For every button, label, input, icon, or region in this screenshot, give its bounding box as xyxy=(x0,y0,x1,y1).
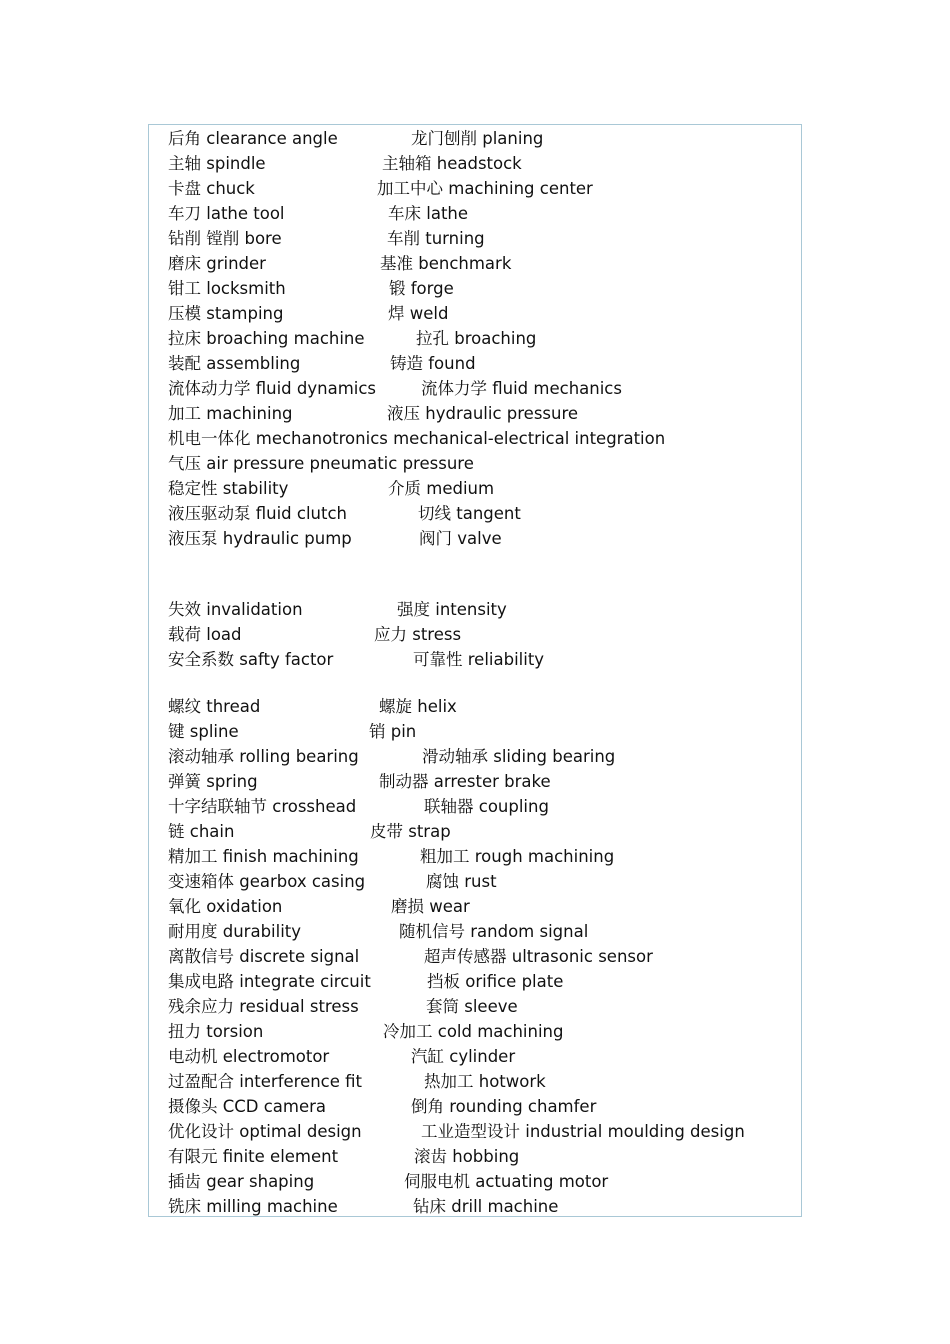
term-left: 钳工 locksmith xyxy=(168,279,286,298)
term-right: 介质 medium xyxy=(388,479,495,498)
term-right: 联轴器 coupling xyxy=(424,797,549,816)
term-right: 车床 lathe xyxy=(388,204,469,223)
term-left: 铣床 milling machine xyxy=(168,1197,338,1216)
term-left: 过盈配合 interference fit xyxy=(168,1072,363,1091)
term-left: 卡盘 chuck xyxy=(168,179,255,198)
term-left: 车刀 lathe tool xyxy=(168,204,285,223)
term-left: 摄像头 CCD camera xyxy=(168,1097,327,1116)
term-right: 阀门 valve xyxy=(419,529,502,548)
term-left: 后角 clearance angle xyxy=(168,129,338,148)
term-left: 磨床 grinder xyxy=(168,254,266,273)
term-right: 随机信号 random signal xyxy=(399,922,589,941)
term-left: 键 spline xyxy=(168,722,239,741)
term-left: 稳定性 stability xyxy=(168,479,289,498)
term-left: 精加工 finish machining xyxy=(168,847,359,866)
term-right: 腐蚀 rust xyxy=(426,872,497,891)
term-left: 残余应力 residual stress xyxy=(168,997,359,1016)
term-right: 制动器 arrester brake xyxy=(379,772,551,791)
term-right: 铸造 found xyxy=(390,354,476,373)
term-right: 应力 stress xyxy=(374,625,462,644)
term-left: 安全系数 safty factor xyxy=(168,650,334,669)
term-right: 车削 turning xyxy=(387,229,485,248)
term-right: 粗加工 rough machining xyxy=(420,847,615,866)
term-right: 磨损 wear xyxy=(391,897,470,916)
term-left: 拉床 broaching machine xyxy=(168,329,365,348)
term-right: 汽缸 cylinder xyxy=(411,1047,516,1066)
term-right: 倒角 rounding chamfer xyxy=(411,1097,597,1116)
term-right: 基准 benchmark xyxy=(380,254,512,273)
term-right: 液压 hydraulic pressure xyxy=(387,404,579,423)
term-left: 失效 invalidation xyxy=(168,600,303,619)
term-right: 超声传感器 ultrasonic sensor xyxy=(424,947,653,966)
term-right: 挡板 orifice plate xyxy=(427,972,564,991)
term-right: 钻床 drill machine xyxy=(413,1197,559,1216)
term-right: 龙门刨削 planing xyxy=(411,129,544,148)
term-left: 十字结联轴节 crosshead xyxy=(168,797,357,816)
term-right: 销 pin xyxy=(369,722,417,741)
term-right: 螺旋 helix xyxy=(379,697,457,716)
term-left: 链 chain xyxy=(168,822,235,841)
term-left: 装配 assembling xyxy=(168,354,301,373)
term-left: 钻削 镗削 bore xyxy=(168,229,282,248)
term-right: 皮带 strap xyxy=(370,822,451,841)
term-left: 插齿 gear shaping xyxy=(168,1172,315,1191)
term-left: 集成电路 integrate circuit xyxy=(168,972,371,991)
term-right: 拉孔 broaching xyxy=(416,329,537,348)
term-left: 滚动轴承 rolling bearing xyxy=(168,747,359,766)
term-right: 伺服电机 actuating motor xyxy=(404,1172,609,1191)
term-right: 焊 weld xyxy=(388,304,449,323)
term-left: 气压 air pressure pneumatic pressure xyxy=(168,454,474,473)
term-left: 液压泵 hydraulic pump xyxy=(168,529,352,548)
term-left: 螺纹 thread xyxy=(168,697,261,716)
term-left: 加工 machining xyxy=(168,404,293,423)
term-left: 液压驱动泵 fluid clutch xyxy=(168,504,348,523)
term-left: 变速箱体 gearbox casing xyxy=(168,872,366,891)
term-right: 强度 intensity xyxy=(397,600,507,619)
term-left: 扭力 torsion xyxy=(168,1022,264,1041)
term-left: 弹簧 spring xyxy=(168,772,258,791)
term-right: 滑动轴承 sliding bearing xyxy=(422,747,616,766)
term-left: 流体动力学 fluid dynamics xyxy=(168,379,377,398)
term-right: 冷加工 cold machining xyxy=(383,1022,564,1041)
term-right: 工业造型设计 industrial moulding design xyxy=(421,1122,745,1141)
term-right: 主轴箱 headstock xyxy=(382,154,522,173)
term-left: 离散信号 discrete signal xyxy=(168,947,360,966)
term-left: 有限元 finite element xyxy=(168,1147,339,1166)
term-left: 耐用度 durability xyxy=(168,922,302,941)
term-left: 优化设计 optimal design xyxy=(168,1122,362,1141)
term-right: 可靠性 reliability xyxy=(413,650,545,669)
term-right: 流体力学 fluid mechanics xyxy=(421,379,622,398)
term-left: 电动机 electromotor xyxy=(168,1047,330,1066)
term-right: 热加工 hotwork xyxy=(424,1072,546,1091)
term-left: 主轴 spindle xyxy=(168,154,266,173)
term-right: 滚齿 hobbing xyxy=(414,1147,520,1166)
term-left: 机电一体化 mechanotronics mechanical-electrical integration xyxy=(168,429,666,448)
term-right: 切线 tangent xyxy=(418,504,521,523)
term-left: 载荷 load xyxy=(168,625,242,644)
term-left: 氧化 oxidation xyxy=(168,897,283,916)
term-right: 套筒 sleeve xyxy=(426,997,518,1016)
term-left: 压模 stamping xyxy=(168,304,284,323)
term-right: 加工中心 machining center xyxy=(377,179,593,198)
term-right: 锻 forge xyxy=(389,279,454,298)
